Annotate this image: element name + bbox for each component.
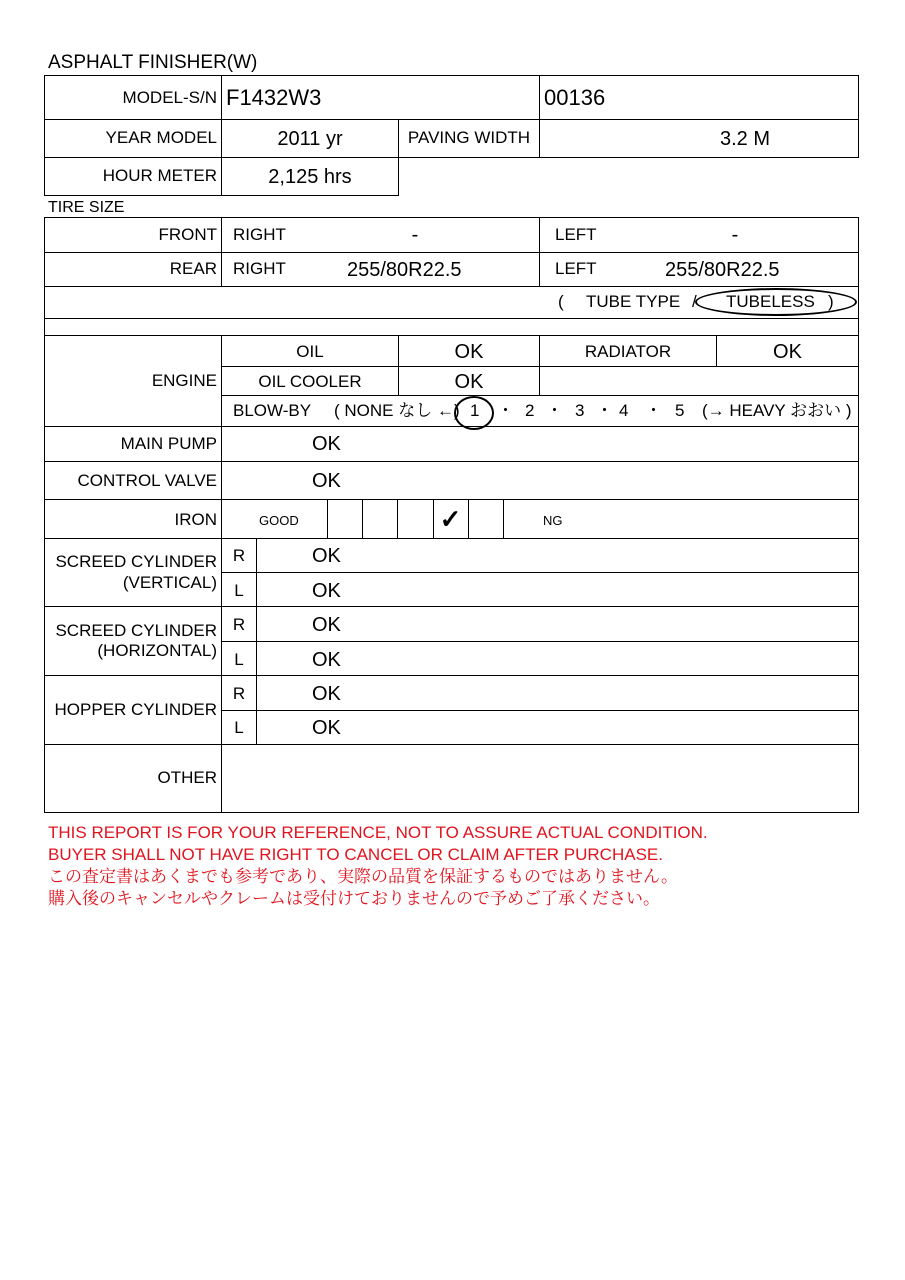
screed-h-l-value: OK bbox=[312, 649, 341, 671]
blowby-scale-5: 5 bbox=[675, 401, 685, 420]
tube-open-paren: ( bbox=[558, 292, 564, 311]
blowby-dot: ・ bbox=[497, 401, 514, 420]
hopper-cylinder-label: HOPPER CYLINDER bbox=[54, 700, 217, 719]
disclaimer-line: この査定書はあくまでも参考であり、実際の品質を保証するものではありません。 bbox=[48, 867, 679, 886]
oil-cooler-label: OIL COOLER bbox=[258, 372, 362, 391]
rear-left-label: LEFT bbox=[555, 259, 597, 278]
form-title: ASPHALT FINISHER(W) bbox=[48, 52, 258, 73]
rear-right-label: RIGHT bbox=[233, 259, 286, 278]
blowby-selected-circle bbox=[454, 396, 494, 430]
blowby-dot: ・ bbox=[645, 401, 662, 420]
blowby-none-label: ( NONE なし ←) bbox=[334, 401, 460, 420]
hopper-r-label: R bbox=[232, 684, 246, 703]
serial-value: 00136 bbox=[544, 85, 606, 110]
rear-right-value: 255/80R22.5 bbox=[347, 259, 462, 281]
radiator-value: OK bbox=[773, 341, 802, 363]
main-pump-value: OK bbox=[312, 433, 341, 455]
other-label: OTHER bbox=[157, 768, 217, 787]
engine-label: ENGINE bbox=[151, 371, 217, 390]
disclaimer-line: 購入後のキャンセルやクレームは受付けておりませんので予めご了承ください。 bbox=[48, 889, 660, 908]
hours-value: 2,125 hrs bbox=[268, 166, 352, 188]
hopper-r-value: OK bbox=[312, 683, 341, 705]
control-valve-value: OK bbox=[312, 470, 341, 492]
year-model-label: YEAR MODEL bbox=[105, 128, 217, 147]
spacer-row bbox=[44, 318, 859, 336]
blowby-scale-1: 1 bbox=[470, 401, 480, 420]
tube-close-paren: ) bbox=[828, 292, 834, 311]
blowby-label: BLOW-BY bbox=[233, 401, 312, 420]
screed-v-r-label: R bbox=[232, 546, 246, 565]
front-right-label: RIGHT bbox=[233, 225, 286, 244]
oil-label: OIL bbox=[296, 342, 324, 361]
main-pump-label: MAIN PUMP bbox=[120, 434, 217, 453]
disclaimer-line: BUYER SHALL NOT HAVE RIGHT TO CANCEL OR CLAIM AFTER PURCHASE. bbox=[48, 845, 663, 864]
hopper-l-value: OK bbox=[312, 717, 341, 739]
iron-check-mark: ✓ bbox=[439, 504, 462, 534]
blowby-scale-3: 3 bbox=[575, 401, 585, 420]
screed-h-l-label: L bbox=[234, 650, 244, 669]
hour-meter-label: HOUR METER bbox=[102, 166, 217, 185]
blowby-scale-4: 4 bbox=[619, 401, 629, 420]
vertical-label: (VERTICAL) bbox=[122, 573, 217, 592]
paving-width-label: PAVING WIDTH bbox=[407, 128, 531, 147]
screed-v-r-value: OK bbox=[312, 545, 341, 567]
screed-h-r-label: R bbox=[232, 615, 246, 634]
model-sn-label: MODEL-S/N bbox=[122, 88, 217, 107]
paving-width-value: 3.2 M bbox=[719, 128, 771, 150]
blowby-dot: ・ bbox=[546, 401, 563, 420]
year-value: 2011 yr bbox=[277, 128, 343, 150]
screed-cylinder-label: SCREED CYLINDER bbox=[55, 621, 217, 640]
screed-cylinder-label: SCREED CYLINDER bbox=[55, 552, 217, 571]
rear-left-value: 255/80R22.5 bbox=[665, 259, 780, 281]
oil-value: OK bbox=[454, 341, 484, 363]
hopper-l-label: L bbox=[234, 718, 244, 737]
blowby-scale-2: 2 bbox=[525, 401, 535, 420]
front-right-value: - bbox=[411, 224, 419, 246]
iron-ng-label: NG bbox=[543, 513, 563, 528]
model-value: F1432W3 bbox=[226, 85, 322, 110]
radiator-label: RADIATOR bbox=[584, 342, 672, 361]
tube-type-option: TUBE TYPE bbox=[586, 292, 681, 311]
front-left-value: - bbox=[731, 224, 739, 246]
control-valve-label: CONTROL VALVE bbox=[77, 471, 217, 490]
rear-label: REAR bbox=[169, 259, 217, 278]
front-label: FRONT bbox=[158, 225, 217, 244]
blowby-dot: ・ bbox=[596, 401, 613, 420]
tire-size-label: TIRE SIZE bbox=[48, 199, 125, 216]
front-left-label: LEFT bbox=[555, 225, 597, 244]
tube-separator: / bbox=[692, 292, 697, 311]
iron-label: IRON bbox=[174, 510, 217, 529]
blowby-heavy-label: (→ HEAVY おおい ) bbox=[702, 401, 852, 420]
tubeless-selected-circle bbox=[695, 288, 857, 316]
oil-cooler-value: OK bbox=[454, 371, 484, 393]
screed-v-l-label: L bbox=[234, 581, 244, 600]
tubeless-option: TUBELESS bbox=[726, 292, 815, 311]
horizontal-label: (HORIZONTAL) bbox=[97, 641, 217, 660]
iron-good-label: GOOD bbox=[259, 513, 299, 528]
disclaimer-line: THIS REPORT IS FOR YOUR REFERENCE, NOT TO ASSURE ACTUAL CONDITION. bbox=[48, 823, 708, 842]
screed-v-l-value: OK bbox=[312, 580, 341, 602]
screed-h-r-value: OK bbox=[312, 614, 341, 636]
